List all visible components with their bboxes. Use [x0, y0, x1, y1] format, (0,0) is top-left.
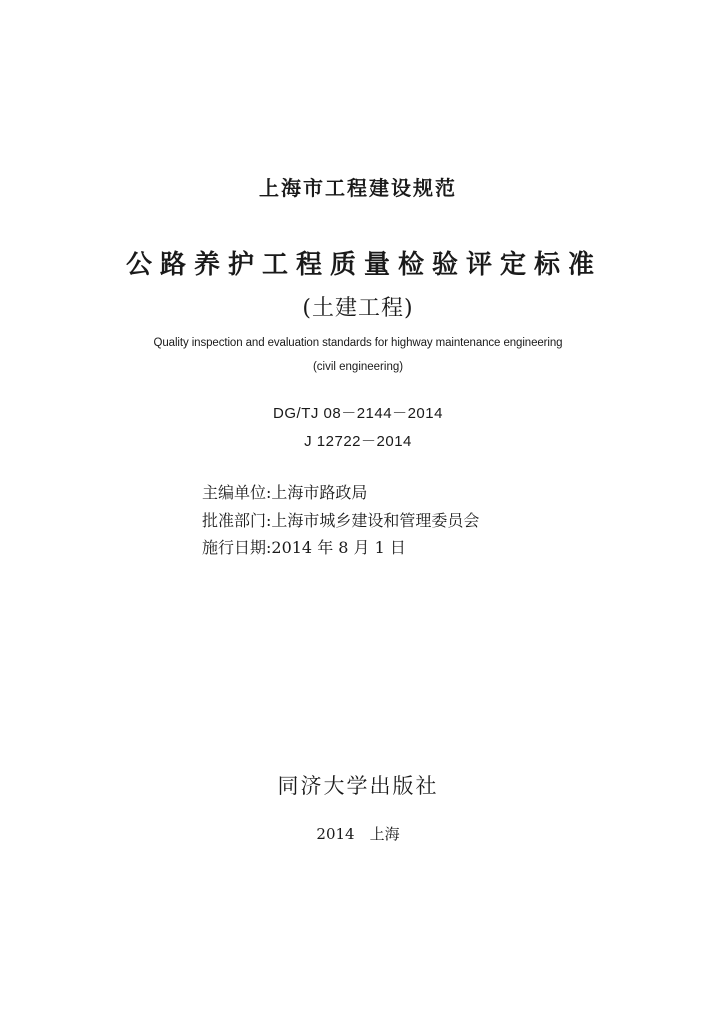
english-subtitle: (civil engineering)	[312, 361, 404, 373]
english-title: Quality inspection and evaluation standards for highway maintenance engineering	[153, 337, 563, 349]
editor-unit: 主编单位:上海市路政局	[202, 483, 368, 502]
publisher: 同济大学出版社	[277, 774, 439, 798]
approving-department: 批准部门:上海市城乡建设和管理委员会	[202, 511, 480, 530]
document-subtitle: (土建工程)	[302, 296, 414, 321]
standard-number: DG/TJ 08－2144－2014	[273, 405, 443, 422]
document-title: 公路养护工程质量检验评定标准	[125, 250, 602, 280]
record-number: J 12722－2014	[304, 433, 412, 450]
publication-place-year: 2014 上海	[316, 825, 400, 843]
standard-series: 上海市工程建设规范	[259, 176, 457, 200]
effective-date: 施行日期:2014 年 8 月 1 日	[202, 538, 406, 557]
